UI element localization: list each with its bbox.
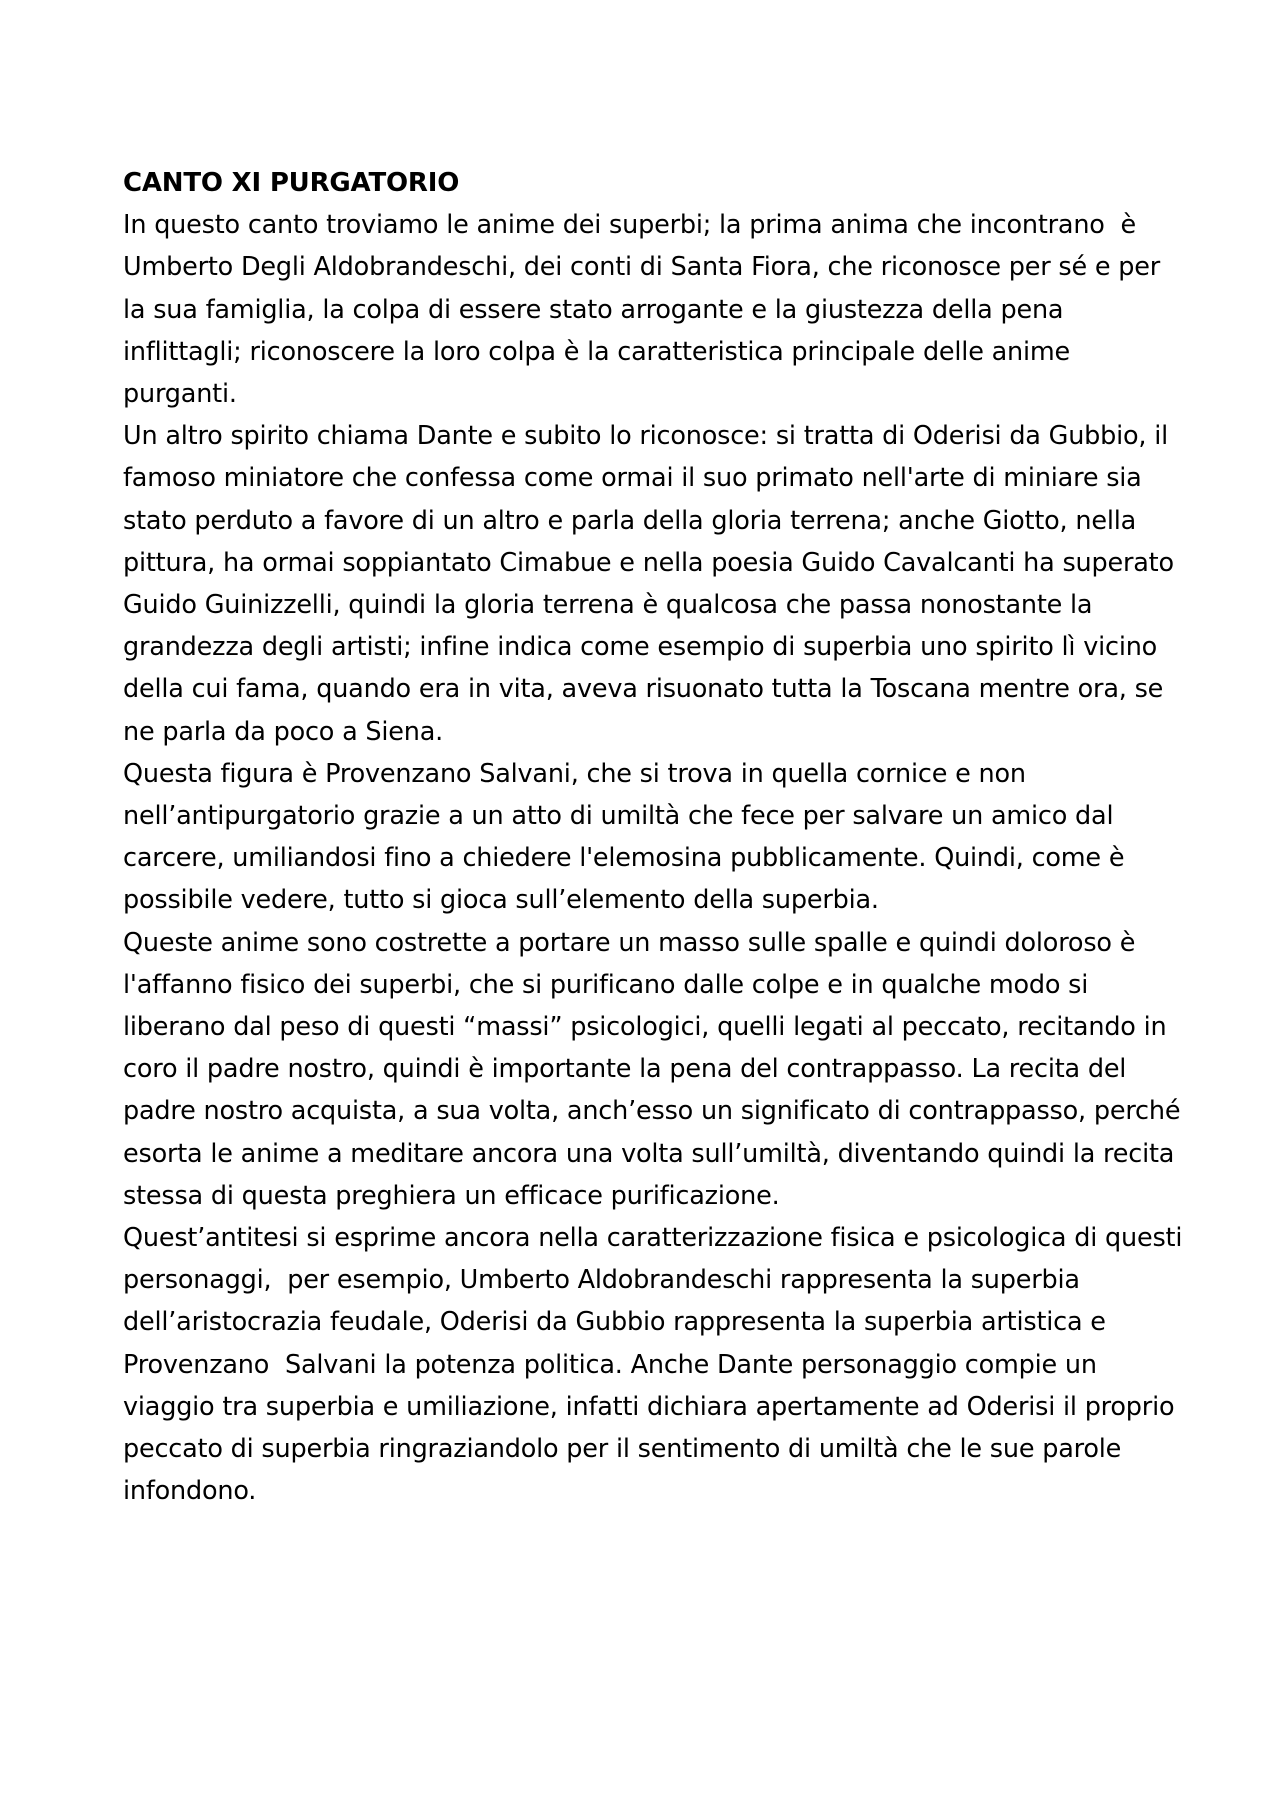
paragraph-1: In questo canto troviamo le anime dei superbi; la prima anima che incontrano è Umberto Degli Aldobrandeschi, dei conti di Santa Fiora, che riconosce per sé e per la sua famiglia, la colpa di essere stato arrogante e la giustezza della pena inflittagli; riconoscere la loro colpa è la caratteristica principale delle anime purganti. — [123, 210, 1168, 410]
paragraph-3: Questa figura è Provenzano Salvani, che si trova in quella cornice e non nell’antipurgatorio grazie a un atto di umiltà che fece per salvare un amico dal carcere, umiliandosi fino a chiedere l'elemosina pubblicamente. Quindi, come è possibile vedere, tutto si gioca sull’elemento della superbia. — [123, 758, 1133, 916]
paragraph-2: Un altro spirito chiama Dante e subito lo riconosce: si tratta di Oderisi da Gubbio, il famoso miniatore che confessa come ormai il suo primato nell'arte di miniare sia stato perduto a favore di un altro e parla della gloria terrena; anche Giotto, nella pittura, ha ormai soppiantato Cimabue e nella poesia Guido Cavalcanti ha superato Guido Guinizzelli, quindi la gloria terrena è qualcosa che passa nonostante la grandezza degli artisti; infine indica come esempio di superbia uno spirito lì vicino della cui fama, quando era in vita, aveva risuonato tutta la Toscana mentre ora, se ne parla da poco a Siena. — [123, 421, 1182, 747]
paragraph-4: Queste anime sono costrette a portare un masso sulle spalle e quindi doloroso è l'affanno fisico dei superbi, che si purificano dalle colpe e in qualche modo si liberano dal peso di questi “massi” psicologici, quelli legati al peccato, recitando in coro il padre nostro, quindi è importante la pena del contrappasso. La recita del padre nostro acquista, a sua volta, anch’esso un significato di contrappasso, perché esorta le anime a meditare ancora una volta sull’umiltà, diventando quindi la recita stessa di questa preghiera un efficace purificazione. — [123, 927, 1189, 1211]
document-body — [123, 162, 1191, 1513]
paragraph-5: Quest’antitesi si esprime ancora nella caratterizzazione fisica e psicologica di questi personaggi, per esempio, Umberto Aldobrandeschi rappresenta la superbia dell’aristocrazia feudale, Oderisi da Gubbio rappresenta la superbia artistica e Provenzano Salvani la potenza politica. Anche Dante personaggio compie un viaggio tra superbia e umiliazione, infatti dichiara apertamente ad Oderisi il proprio peccato di superbia ringraziandolo per il sentimento di umiltà che le sue parole infondono. — [123, 1223, 1191, 1507]
document-title: CANTO XI PURGATORIO — [123, 168, 460, 198]
